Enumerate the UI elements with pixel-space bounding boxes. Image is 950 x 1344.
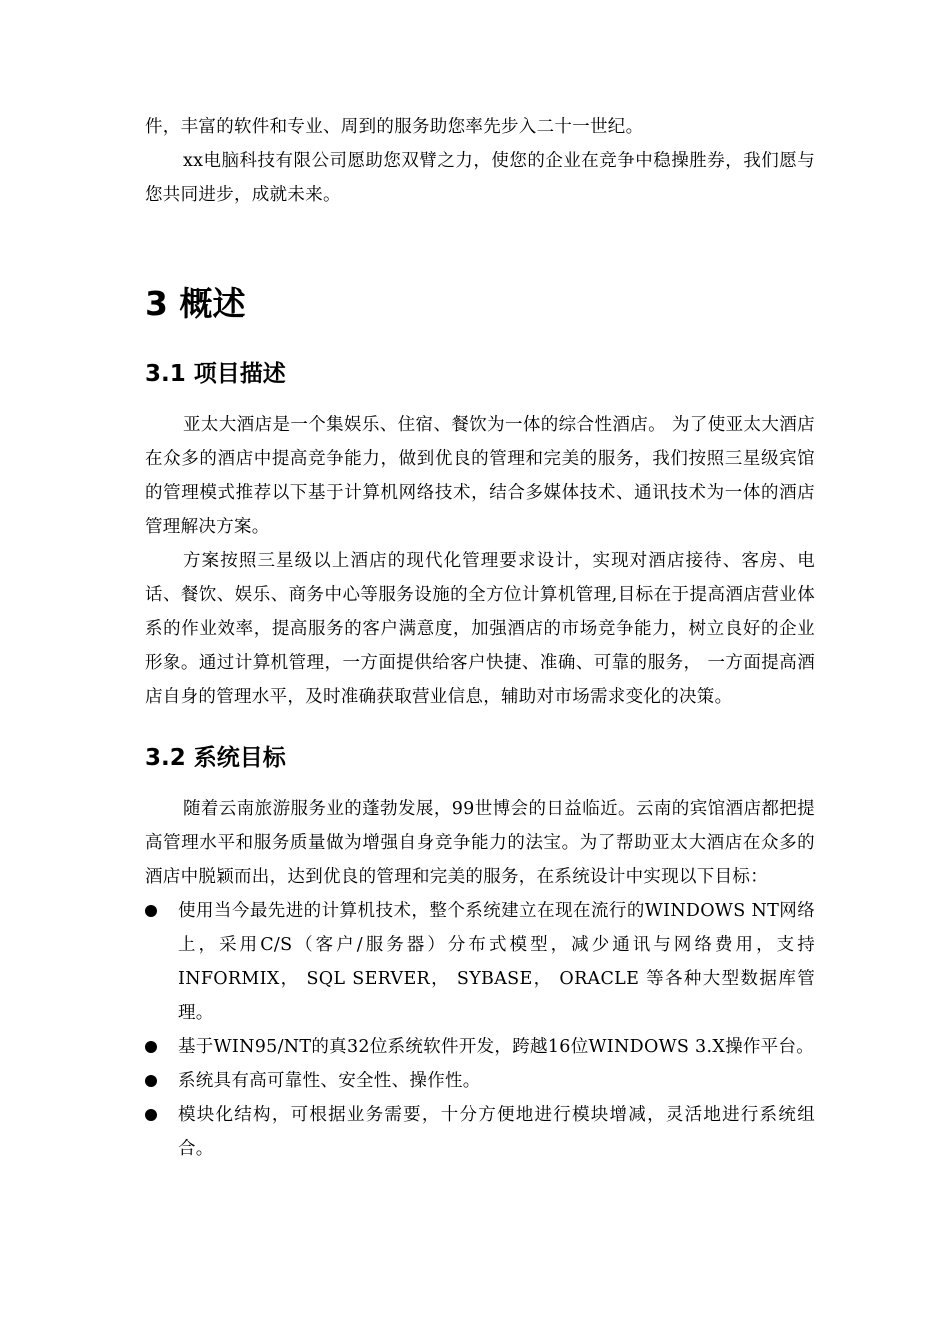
list-item bbox=[145, 1098, 815, 1166]
list-item-text: 使用当今最先进的计算机技术，整个系统建立在现在流行的WINDOWS NT网络上，采用C/S（客户/服务器）分布式模型，减少通讯与网络费用，支持INFORMIX， SQL SERVER， SYBASE， ORACLE 等各种大型数据库管理。 bbox=[178, 901, 815, 1023]
system-goals-list bbox=[145, 894, 815, 1166]
section-heading-project-description: 3.1 项目描述 bbox=[145, 361, 286, 387]
section-heading-system-goals: 3.2 系统目标 bbox=[145, 745, 286, 771]
list-item-text: 模块化结构，可根据业务需要，十分方便地进行模块增减，灵活地进行系统组合。 bbox=[178, 1105, 815, 1159]
bullet-icon bbox=[145, 1075, 157, 1087]
list-item bbox=[145, 1030, 815, 1064]
bullet-icon bbox=[145, 1041, 157, 1053]
chapter-heading: 3 概述 bbox=[145, 284, 246, 323]
document-page bbox=[145, 110, 815, 1166]
system-goals-paragraph: 随着云南旅游服务业的蓬勃发展，99世博会的日益临近。云南的宾馆酒店都把提高管理水平和服务质量做为增强自身竞争能力的法宝。为了帮助亚太大酒店在众多的酒店中脱颖而出，达到优良的管理和完美的服务，在系统设计中实现以下目标： bbox=[145, 799, 815, 887]
intro-paragraph-company: xx电脑科技有限公司愿助您双臂之力，使您的企业在竞争中稳操胜券，我们愿与您共同进步，成就未来。 bbox=[145, 151, 815, 205]
project-description-paragraph-1: 亚太大酒店是一个集娱乐、住宿、餐饮为一体的综合性酒店。 为了使亚太大酒店在众多的酒店中提高竞争能力，做到优良的管理和完美的服务，我们按照三星级宾馆的管理模式推荐以下基于计算机网络技术，结合多媒体技术、通讯技术为一体的酒店管理解决方案。 bbox=[145, 415, 815, 537]
list-item-text: 系统具有高可靠性、安全性、操作性。 bbox=[178, 1071, 481, 1091]
list-item bbox=[145, 894, 815, 1030]
bullet-icon bbox=[145, 1109, 157, 1121]
project-description-paragraph-2: 方案按照三星级以上酒店的现代化管理要求设计，实现对酒店接待、客房、电话、餐饮、娱乐、商务中心等服务设施的全方位计算机管理,目标在于提高酒店营业体系的作业效率，提高服务的客户满意度，加强酒店的市场竞争能力，树立良好的企业形象。通过计算机管理，一方面提供给客户快捷、准确、可靠的服务， 一方面提高酒店自身的管理水平，及时准确获取营业信息，辅助对市场需求变化的决策。 bbox=[145, 551, 815, 707]
bullet-icon bbox=[145, 905, 157, 917]
intro-paragraph-continuation: 件，丰富的软件和专业、周到的服务助您率先步入二十一世纪。 bbox=[145, 117, 644, 137]
list-item-text: 基于WIN95/NT的真32位系统软件开发，跨越16位WINDOWS 3.X操作平台。 bbox=[178, 1037, 815, 1057]
list-item bbox=[145, 1064, 815, 1098]
